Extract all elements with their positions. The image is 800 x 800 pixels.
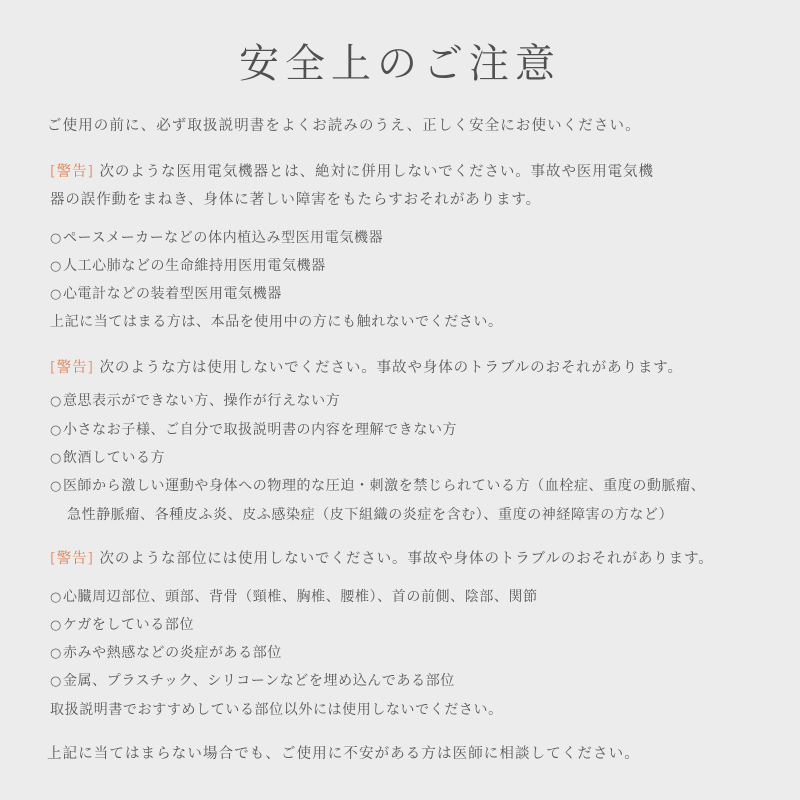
section-1-lead-line-1: [警告] 次のような医用電気機器とは、絶対に併用しないでください。事故や医用電気機 <box>50 164 654 180</box>
intro-text: ご使用の前に、必ず取扱説明書をよくお読みのうえ、正しく安全にお使いください。 <box>47 118 641 134</box>
section-1-lead-line-2: 器の誤作動をまねき、身体に著しい障害をもたらすおそれがあります。 <box>50 192 542 208</box>
warning-tag: [警告] <box>50 360 94 376</box>
section-1-note: 上記に当てはまる方は、本品を使用中の方にも触れないでください。 <box>50 314 503 330</box>
list-item: ○意思表示ができない方、操作が行えない方 <box>50 393 341 409</box>
section-3-note: 取扱説明書でおすすめしている部位以外には使用しないでください。 <box>50 702 503 718</box>
closing-text: 上記に当てはまらない場合でも、ご使用に不安がある方は医師に相談してください。 <box>47 746 640 762</box>
warning-tag: [警告] <box>50 164 94 180</box>
section-3-lead-line-1: [警告] 次のような部位には使用しないでください。事故や身体のトラブルのおそれがあります。 <box>50 551 714 567</box>
list-item: ○ケガをしている部位 <box>50 617 195 633</box>
list-item-continuation: 急性静脈瘤、各種皮ふ炎、皮ふ感染症（皮下組織の炎症を含む）、重度の神経障害の方など） <box>67 507 674 523</box>
list-item: ○ペースメーカーなどの体内植込み型医用電気機器 <box>50 230 384 246</box>
list-item: ○金属、プラスチック、シリコーンなどを埋め込んである部位 <box>50 673 455 689</box>
list-item: ○飲酒している方 <box>50 450 166 466</box>
list-item: ○医師から激しい運動や身体への物理的な圧迫・刺激を禁じられている方（血栓症、重度の動脈瘤、 <box>50 478 706 494</box>
list-item: ○心臓周辺部位、頭部、背骨（頸椎、胸椎、腰椎）、首の前側、陰部、関節 <box>50 589 538 605</box>
page-title: 安全上のご注意 <box>239 41 561 87</box>
list-item: ○人工心肺などの生命維持用医用電気機器 <box>50 258 326 274</box>
list-item: ○心電計などの装着型医用電気機器 <box>50 286 282 302</box>
section-2-lead-line-1: [警告] 次のような方は使用しないでください。事故や身体のトラブルのおそれがあります。 <box>50 360 683 376</box>
list-item: ○小さなお子様、ご自分で取扱説明書の内容を理解できない方 <box>50 422 458 438</box>
warning-tag: [警告] <box>50 551 94 567</box>
list-item: ○赤みや熱感などの炎症がある部位 <box>50 645 282 661</box>
